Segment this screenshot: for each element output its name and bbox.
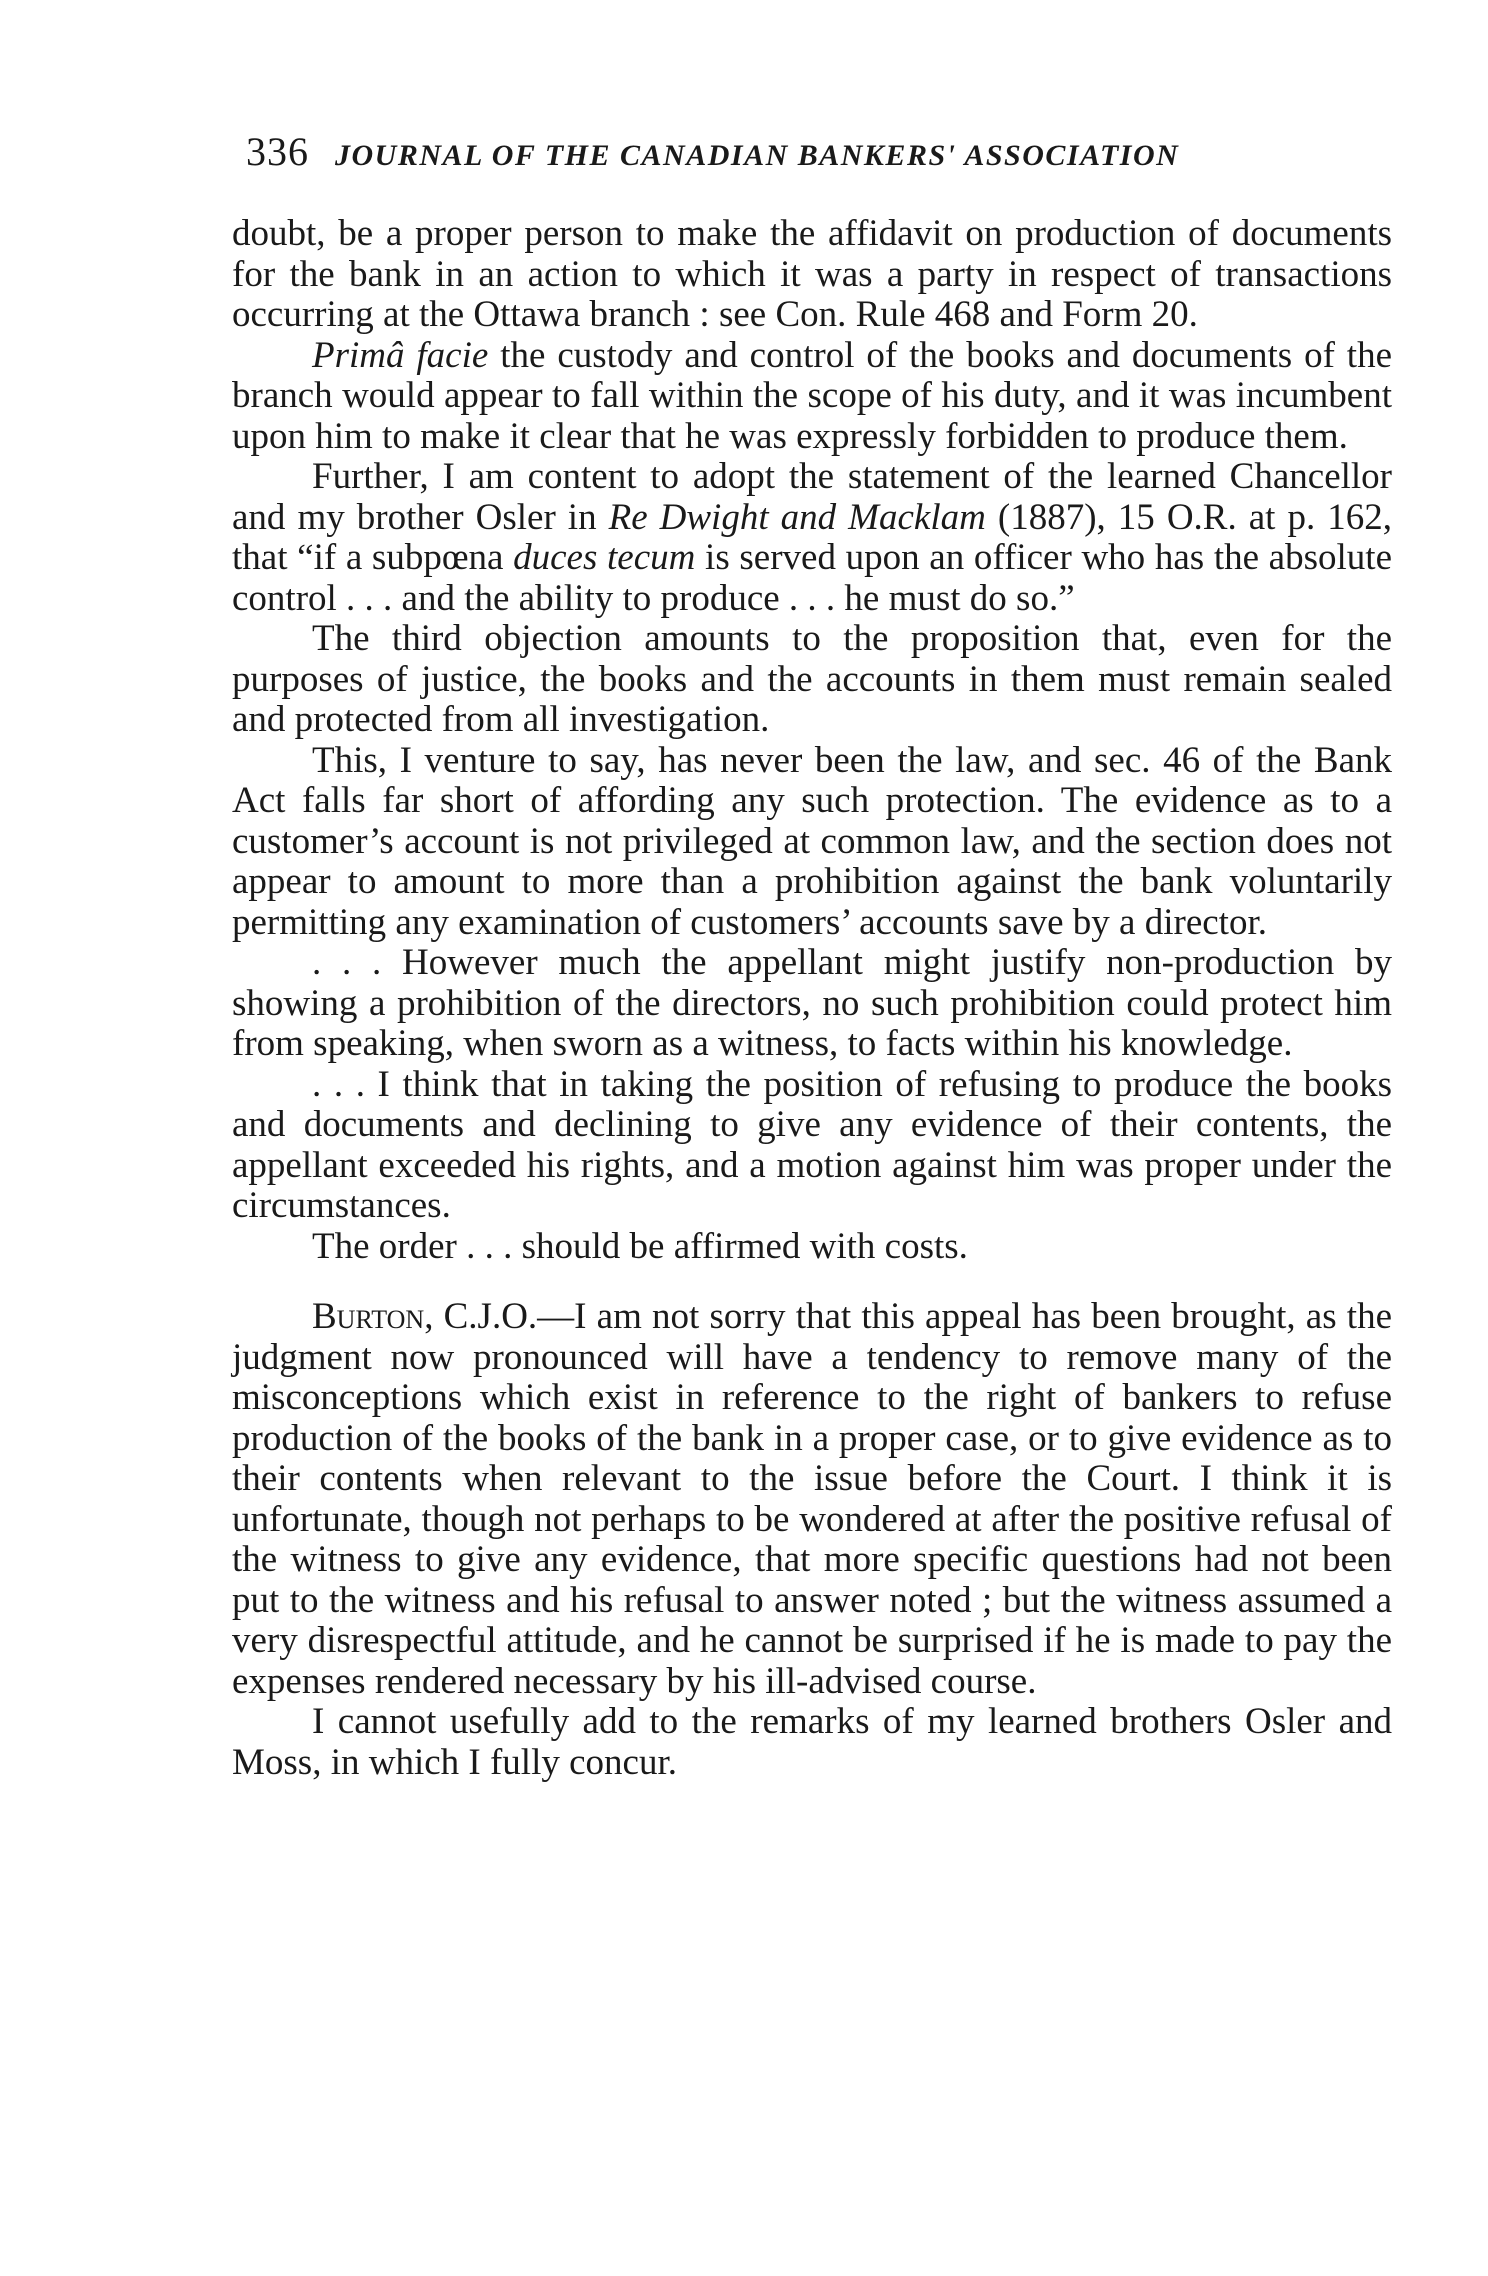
latin-phrase: Primâ facie [312,334,489,376]
paragraph-however [232,943,1392,1065]
paragraph-third-objection [232,619,1392,741]
paragraph-prima-facie [232,336,1392,458]
paragraph-venture [232,741,1392,944]
paragraph-text: . . . I think that in taking the position of refusing to produce the books and documents and declining to give any evidence of their contents, the appellant exceeded his rights, and a motion against him was proper under the circumstances. [232,1063,1392,1226]
paragraph-text: This, I venture to say, has never been the law, and sec. 46 of the Bank Act falls far short of affording any such protection. The evidence as to a customer’s account is not privileged at common law, and the section does not appear to amount to more than a prohibition against the bank voluntarily permitting any examination of customers’ accounts save by a director. [232,739,1392,943]
paragraph-text: doubt, be a proper person to make the affidavit on production of documents for the bank in an action to which it was a party in respect of transactions occurring at the Ottawa branch : see Con. Rule 468 and Form 20. [232,213,1392,335]
paragraph-text: (1887), 15 O.R. at p. 162, that “if a subpœna [232,496,1392,578]
page-header [246,130,1392,178]
judge-name: Burton [312,1296,425,1337]
case-citation: Re Dwight and Macklam [608,496,986,538]
paragraph-concur [232,1702,1392,1783]
running-head: JOURNAL OF THE CANADIAN BANKERS' ASSOCIATION [335,139,1180,172]
paragraph-continuation [232,214,1392,336]
paragraph-further [232,457,1392,619]
latin-phrase: duces tecum [513,537,696,578]
paragraph-text: is served upon an officer who has the absolute control . . . and the ability to produce . . . he must do so.” [232,537,1392,619]
paragraph-text: The order . . . should be affirmed with costs. [312,1225,968,1267]
document-page [232,130,1392,1783]
paragraph-text: Further, I am content to adopt the statement of the learned Chancellor and my brother Osler in [232,456,1392,538]
paragraph-text: I cannot usefully add to the remarks of my learned brothers Osler and Moss, in which I fully concur. [232,1701,1392,1783]
page-number: 336 [246,129,309,174]
paragraph-i-think [232,1065,1392,1227]
paragraph-text: . . . However much the appellant might justify non-production by showing a prohibition of the directors, no such prohibition could protect him from speaking, when sworn as a witness, to facts within his knowledge. [232,942,1392,1064]
paragraph-burton-opinion [232,1297,1392,1702]
body-text [232,214,1392,1783]
paragraph-order [232,1227,1392,1268]
paragraph-text: The third objection amounts to the proposition that, even for the purposes of justice, the books and the accounts in them must remain sealed and protected from all investigation. [232,618,1392,740]
paragraph-text: , C.J.O.—I am not sorry that this appeal has been brought, as the judgment now pronounced will have a tendency to remove many of the misconceptions which exist in reference to the right of bankers to refuse production of the books of the bank in a proper case, or to give evidence as to their contents when relevant to the issue before the Court. I think it is unfortunate, though not perhaps to be wondered at after the positive refusal of the witness to give any evidence, that more specific questions had not been put to the witness and his refusal to answer noted ; but the witness assumed a very disrespectful attitude, and he cannot be surprised if he is made to pay the expenses rendered necessary by his ill-advised course. [232,1296,1392,1702]
paragraph-text: the custody and control of the books and documents of the branch would appear to fall within the scope of his duty, and it was incumbent upon him to make it clear that he was expressly forbidden to produce them. [232,334,1392,457]
